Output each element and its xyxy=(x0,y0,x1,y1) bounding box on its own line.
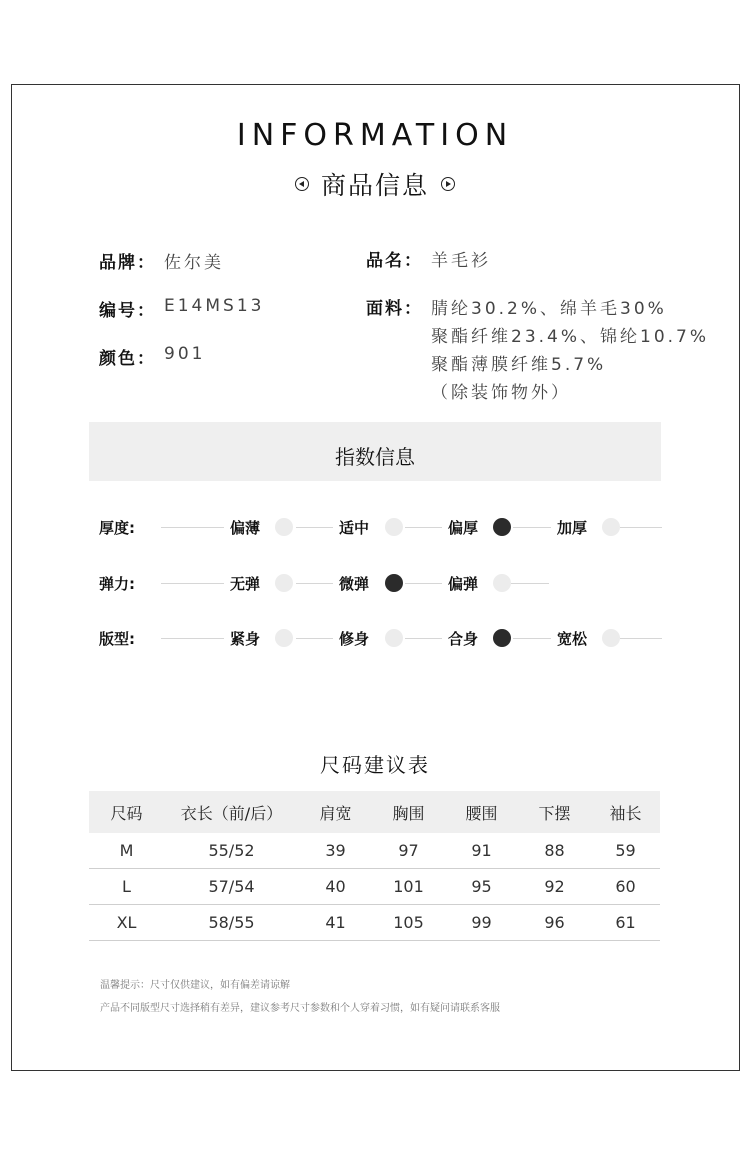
code-value: E14MS13 xyxy=(164,296,265,316)
index-connector-line xyxy=(405,638,442,639)
size-table-header-cell: 袖长 xyxy=(591,791,660,833)
size-table-header-cell: 尺码 xyxy=(89,791,164,833)
selected-dot-icon xyxy=(493,518,511,536)
size-table-header-cell: 肩宽 xyxy=(299,791,372,833)
brand-label: 品牌： xyxy=(99,253,156,273)
title-cn-text: 商品信息 xyxy=(320,171,429,200)
table-cell: 88 xyxy=(518,833,591,869)
unselected-dot-icon xyxy=(275,629,293,647)
table-row xyxy=(89,869,660,905)
tip-line: 产品不同版型尺寸选择稍有差异，建议参考尺寸参数和个人穿着习惯，如有疑问请联系客服 xyxy=(100,1003,500,1014)
size-table-header-cell: 腰围 xyxy=(445,791,518,833)
fabric-line: 聚酯薄膜纤维5.7% xyxy=(431,355,607,375)
tip-line: 温馨提示：尺寸仅供建议，如有偏差请谅解 xyxy=(100,980,290,991)
index-option-label: 无弹 xyxy=(230,575,261,593)
name-value: 羊毛衫 xyxy=(431,251,491,271)
index-option-label: 适中 xyxy=(339,519,370,537)
table-cell: 99 xyxy=(445,905,518,941)
index-connector-line xyxy=(405,583,442,584)
table-cell: 97 xyxy=(372,833,445,869)
table-cell: 60 xyxy=(591,869,660,905)
selected-dot-icon xyxy=(385,574,403,592)
index-option-label: 紧身 xyxy=(230,630,261,648)
index-connector-line xyxy=(296,583,333,584)
unselected-dot-icon xyxy=(385,629,403,647)
table-cell: 39 xyxy=(299,833,372,869)
index-title: 指数信息 xyxy=(335,445,415,469)
arrow-left-icon xyxy=(295,177,309,191)
fabric-line: 聚酯纤维23.4%、锦纶10.7% xyxy=(431,327,710,347)
index-option-label: 偏厚 xyxy=(448,519,479,537)
arrow-right-icon xyxy=(441,177,455,191)
size-table-header-cell: 胸围 xyxy=(372,791,445,833)
fabric-label: 面料： xyxy=(366,299,423,319)
size-table-header xyxy=(89,791,660,833)
unselected-dot-icon xyxy=(385,518,403,536)
index-connector-line xyxy=(161,583,224,584)
table-cell: 91 xyxy=(445,833,518,869)
unselected-dot-icon xyxy=(275,518,293,536)
table-row xyxy=(89,905,660,941)
fabric-line: （除装饰物外） xyxy=(431,383,571,403)
index-connector-line xyxy=(296,527,333,528)
unselected-dot-icon xyxy=(493,574,511,592)
table-cell: L xyxy=(89,869,164,905)
table-cell: 55/52 xyxy=(164,833,299,869)
table-cell: 96 xyxy=(518,905,591,941)
table-cell: 57/54 xyxy=(164,869,299,905)
brand-value: 佐尔美 xyxy=(164,253,224,273)
table-cell: 101 xyxy=(372,869,445,905)
unselected-dot-icon xyxy=(602,518,620,536)
index-connector-line xyxy=(161,638,224,639)
table-row xyxy=(89,833,660,869)
color-value: 901 xyxy=(164,344,206,364)
index-header-bar xyxy=(89,422,661,481)
selected-dot-icon xyxy=(493,629,511,647)
index-option-label: 偏薄 xyxy=(230,519,261,537)
index-connector-line xyxy=(513,527,551,528)
index-connector-line xyxy=(513,638,551,639)
table-cell: M xyxy=(89,833,164,869)
index-connector-line xyxy=(620,638,662,639)
table-cell: 41 xyxy=(299,905,372,941)
index-option-label: 宽松 xyxy=(557,630,588,648)
table-cell: 61 xyxy=(591,905,660,941)
index-option-label: 修身 xyxy=(339,630,370,648)
size-table-body xyxy=(89,833,660,941)
table-cell: 92 xyxy=(518,869,591,905)
index-option-label: 加厚 xyxy=(557,519,588,537)
page-title-en: INFORMATION xyxy=(236,118,514,153)
unselected-dot-icon xyxy=(602,629,620,647)
index-option-label: 微弹 xyxy=(339,575,370,593)
table-cell: 105 xyxy=(372,905,445,941)
index-option-label: 偏弹 xyxy=(448,575,479,593)
size-table xyxy=(89,791,660,941)
index-connector-line xyxy=(296,638,333,639)
color-label: 颜色： xyxy=(99,349,156,369)
index-connector-line xyxy=(405,527,442,528)
table-cell: XL xyxy=(89,905,164,941)
index-row-label: 版型: xyxy=(99,630,135,648)
index-row-label: 弹力: xyxy=(99,575,135,593)
size-table-title: 尺码建议表 xyxy=(320,753,430,777)
code-label: 编号： xyxy=(99,301,156,321)
index-connector-line xyxy=(620,527,662,528)
table-cell: 95 xyxy=(445,869,518,905)
index-row-label: 厚度: xyxy=(99,519,135,537)
size-table-header-cell: 衣长（前/后） xyxy=(164,791,299,833)
table-cell: 59 xyxy=(591,833,660,869)
index-connector-line xyxy=(161,527,224,528)
fabric-line: 腈纶30.2%、绵羊毛30% xyxy=(431,299,667,319)
table-cell: 58/55 xyxy=(164,905,299,941)
table-cell: 40 xyxy=(299,869,372,905)
index-connector-line xyxy=(511,583,549,584)
unselected-dot-icon xyxy=(275,574,293,592)
index-option-label: 合身 xyxy=(448,630,479,648)
size-table-header-cell: 下摆 xyxy=(518,791,591,833)
page-title-cn xyxy=(0,166,750,202)
name-label: 品名： xyxy=(366,251,423,271)
